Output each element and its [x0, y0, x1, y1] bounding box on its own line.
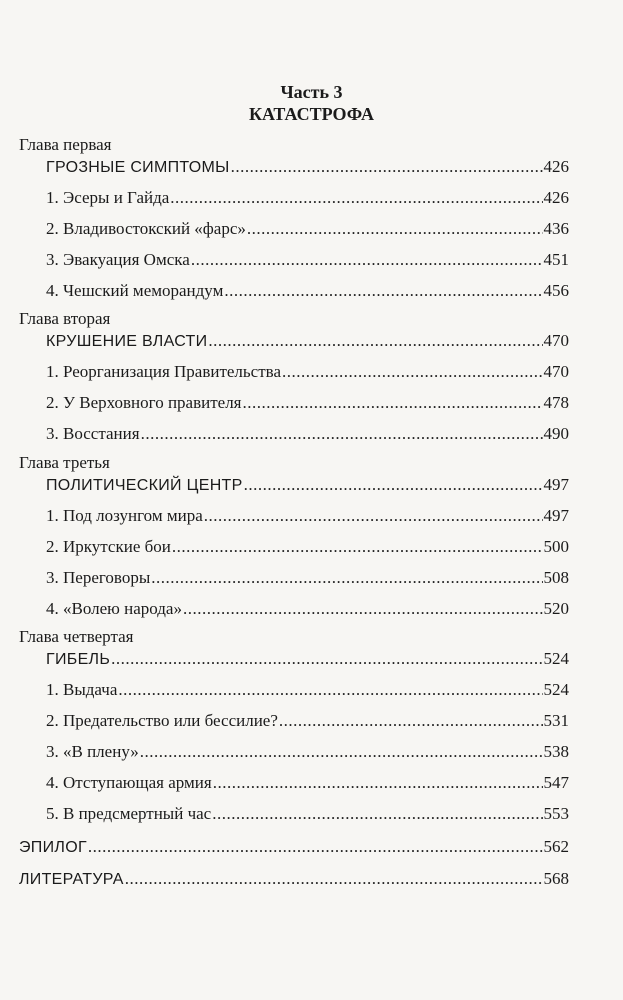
section-title: 4. «Волею народа»: [46, 599, 182, 618]
chapter-entry[interactable]: [46, 650, 569, 668]
page-number: 451: [543, 250, 569, 269]
dot-leader: [191, 251, 543, 268]
page-number: 470: [543, 362, 569, 381]
section-title: 3. Восстания: [46, 424, 140, 443]
dot-leader: [247, 220, 543, 237]
page-number: 531: [543, 711, 569, 730]
section-title: 5. В предсмертный час: [46, 804, 212, 823]
section-title: 1. Выдача: [46, 680, 118, 699]
section-entry[interactable]: [46, 681, 569, 698]
page-number: 524: [543, 649, 569, 668]
section-title: 1. Эсеры и Гайда: [46, 188, 170, 207]
dot-leader: [125, 870, 543, 887]
section-title: 2. Предательство или бессилие?: [46, 711, 278, 730]
page-number: 456: [543, 281, 569, 300]
dot-leader: [141, 425, 543, 442]
dot-leader: [151, 569, 542, 586]
page-number: 478: [543, 393, 569, 412]
chapter-label: Глава третья: [19, 453, 110, 472]
dot-leader: [224, 282, 542, 299]
section-entry[interactable]: [46, 189, 569, 206]
chapter-title: ПОЛИТИЧЕСКИЙ ЦЕНТР: [46, 477, 243, 494]
page-number: 520: [543, 599, 569, 618]
page-number: 497: [543, 506, 569, 525]
dot-leader: [244, 476, 543, 493]
dot-leader: [183, 600, 543, 617]
dot-leader: [172, 538, 543, 555]
dot-leader: [204, 507, 543, 524]
section-entry[interactable]: [46, 538, 569, 555]
page-number: 553: [543, 804, 569, 823]
section-title: 3. Переговоры: [46, 568, 151, 587]
dot-leader: [279, 712, 543, 729]
part-number: Часть 3: [280, 82, 343, 102]
page-number: 490: [543, 424, 569, 443]
dot-leader: [231, 158, 543, 175]
section-title: 2. Владивостокский «фарс»: [46, 219, 246, 238]
section-entry[interactable]: [46, 394, 569, 411]
chapter-title: КРУШЕНИЕ ВЛАСТИ: [46, 333, 208, 350]
chapter-entry[interactable]: [46, 332, 569, 350]
dot-leader: [243, 394, 543, 411]
page-number: 562: [543, 837, 569, 856]
section-entry[interactable]: [46, 282, 569, 299]
section-title: 4. Чешский меморандум: [46, 281, 224, 300]
section-title: 4. Отступающая армия: [46, 773, 212, 792]
dot-leader: [140, 743, 543, 760]
page-number: 547: [543, 773, 569, 792]
dot-leader: [208, 332, 542, 349]
section-entry[interactable]: [46, 569, 569, 586]
section-entry[interactable]: [46, 600, 569, 617]
literature-title: ЛИТЕРАТУРА: [19, 871, 124, 888]
section-entry[interactable]: [46, 251, 569, 268]
page-number: 426: [543, 188, 569, 207]
dot-leader: [118, 681, 542, 698]
chapter-label: Глава вторая: [19, 309, 111, 328]
page-number: 508: [543, 568, 569, 587]
epilogue-entry[interactable]: [19, 838, 569, 856]
chapter-label: Глава первая: [19, 135, 112, 154]
page-number: 470: [543, 331, 569, 350]
section-title: 3. Эвакуация Омска: [46, 250, 190, 269]
section-entry[interactable]: [46, 774, 569, 791]
page-number: 497: [543, 475, 569, 494]
section-title: 2. У Верховного правителя: [46, 393, 242, 412]
dot-leader: [212, 805, 542, 822]
chapter-entry[interactable]: [46, 158, 569, 176]
chapter-entry[interactable]: [46, 476, 569, 494]
dot-leader: [111, 650, 542, 667]
page-number: 426: [543, 157, 569, 176]
page-number: 436: [543, 219, 569, 238]
section-title: 2. Иркутские бои: [46, 537, 171, 556]
chapter-title: ГИБЕЛЬ: [46, 651, 111, 668]
section-entry[interactable]: [46, 425, 569, 442]
page-number: 538: [543, 742, 569, 761]
dot-leader: [213, 774, 543, 791]
section-entry[interactable]: [46, 712, 569, 729]
page-number: 524: [543, 680, 569, 699]
chapter-title: ГРОЗНЫЕ СИМПТОМЫ: [46, 159, 230, 176]
epilogue-title: ЭПИЛОГ: [19, 839, 87, 856]
section-title: 1. Реорганизация Правительства: [46, 362, 281, 381]
section-entry[interactable]: [46, 743, 569, 760]
section-entry[interactable]: [46, 363, 569, 380]
dot-leader: [88, 838, 543, 855]
dot-leader: [282, 363, 543, 380]
section-entry[interactable]: [46, 805, 569, 822]
chapter-label: Глава четвертая: [19, 627, 134, 646]
section-entry[interactable]: [46, 220, 569, 237]
dot-leader: [170, 189, 542, 206]
part-title: КАТАСТРОФА: [248, 104, 375, 124]
section-title: 3. «В плену»: [46, 742, 139, 761]
section-title: 1. Под лозунгом мира: [46, 506, 203, 525]
page-number: 568: [543, 869, 569, 888]
page-number: 500: [543, 537, 569, 556]
literature-entry[interactable]: [19, 870, 569, 888]
section-entry[interactable]: [46, 507, 569, 524]
